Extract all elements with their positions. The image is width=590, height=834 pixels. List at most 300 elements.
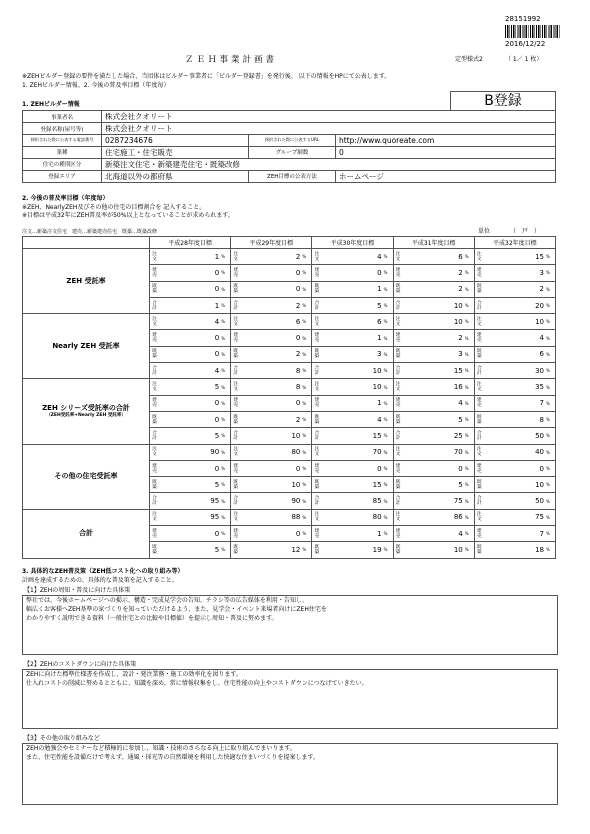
target-value: 2 [240,411,302,427]
target-value: 80 [240,444,302,460]
target-value: 7 [484,395,546,411]
target-value: 8 [240,379,302,395]
row-type-label: 注文 [150,314,160,330]
registration-badge: B登録 [450,91,556,111]
row-type-label: 既築 [150,411,160,427]
label-url: 採択された際に公表するURL [249,135,336,147]
row-type-label: 既築 [231,411,241,427]
initiative-3-line-1: ZEHの勉強会やセミナーなど積極的に参加し、知識・技術のさらなる向上に取り組んでまいります。 [26,745,296,752]
percent-unit: % [546,281,556,297]
percent-unit: % [546,363,556,379]
percent-unit: % [221,526,231,542]
row-type-label: 既築 [312,411,322,427]
row-type-label: 合計 [393,493,403,509]
registration-area: 北海道以外の都府県 [102,170,249,182]
label-business: 業種 [23,146,102,158]
row-type-label: 合計 [150,297,160,313]
percent-unit: % [546,509,556,525]
row-type-label: 合計 [231,363,241,379]
group-count: 0 [336,146,556,158]
barcode [505,25,560,38]
row-type-label: 建売 [474,460,484,476]
category-label [23,509,150,558]
target-value: 0 [321,460,383,476]
target-value: 35 [484,379,546,395]
initiative-2-heading: 【2】ZEHのコストダウンに向けた具体策 [24,661,137,668]
initiative-2-line-1: ZEHに向けた標準仕様書を作成し、設計・発注業務・施工の効率化を図ります。 [26,671,242,678]
target-value: 7 [484,526,546,542]
percent-unit: % [384,297,394,313]
row-type-label: 建売 [150,395,160,411]
target-value: 8 [240,363,302,379]
percent-unit: % [221,314,231,330]
category-name: ZEH 受託率 [66,276,106,285]
row-type-label: 合計 [474,428,484,444]
category-label [23,314,150,379]
row-type-label: 建売 [474,265,484,281]
percent-unit: % [302,460,312,476]
target-value: 16 [403,379,465,395]
page-title: ＺＥＨ事業計画書 [185,55,278,65]
target-value: 70 [403,444,465,460]
publish-method: ホームページ [336,170,556,182]
row-type-label: 建売 [312,526,322,542]
page-count: （ 1／ 1 枚） [505,56,543,63]
percent-unit: % [384,444,394,460]
row-type-label: 建売 [150,265,160,281]
percent-unit: % [546,314,556,330]
target-value: 4 [159,314,221,330]
row-type-label: 既築 [312,542,322,558]
row-type-label: 既築 [231,477,241,493]
header-corner [23,237,150,249]
percent-unit: % [302,363,312,379]
row-type-label: 合計 [312,363,322,379]
row-type-label: 合計 [393,297,403,313]
year-header: 平成29年度目標 [231,237,312,249]
target-value: 5 [159,477,221,493]
percent-unit: % [302,281,312,297]
percent-unit: % [384,314,394,330]
year-header: 平成28年度目標 [150,237,231,249]
unit-value: （ 戸 ） [510,228,541,235]
target-value: 0 [159,265,221,281]
percent-unit: % [384,363,394,379]
target-value: 2 [403,281,465,297]
unit-label: 単位 [478,228,491,235]
target-value: 15 [403,363,465,379]
percent-unit: % [384,428,394,444]
row-type-label: 建売 [474,395,484,411]
target-value: 0 [240,395,302,411]
intro-text: ※ZEHビルダー登録の要件を満たした場合、当団体はビルダー事業者に「ビルダー登録書」を発行後、 以下の情報をHPにて公表します。 [22,73,391,80]
house-type: 新築注文住宅・新築建売住宅・既築改修 [102,158,556,170]
percent-unit: % [221,460,231,476]
row-type-label: 合計 [312,297,322,313]
row-type-label: 建売 [393,265,403,281]
target-value: 0 [159,460,221,476]
row-type-label: 既築 [393,346,403,362]
target-value: 2 [240,297,302,313]
table-row [23,314,556,330]
percent-unit: % [546,460,556,476]
row-type-label: 注文 [393,249,403,265]
target-value: 0 [159,281,221,297]
row-type-label: 既築 [231,346,241,362]
percent-unit: % [546,542,556,558]
target-value: 95 [159,493,221,509]
target-value: 12 [240,542,302,558]
percent-unit: % [384,509,394,525]
row-type-label: 合計 [312,428,322,444]
row-type-label: 既築 [231,542,241,558]
row-type-label: 建売 [393,460,403,476]
row-type-label: 建売 [231,265,241,281]
targets-note-2: ※目標は平成32年にZEH普及率が50%以上となっていることが求められます。 [22,212,234,219]
percent-unit: % [465,330,475,346]
row-type-label: 建売 [393,330,403,346]
row-type-label: 建売 [231,460,241,476]
row-type-label: 既築 [393,281,403,297]
percent-unit: % [465,542,475,558]
target-value: 10 [321,363,383,379]
percent-unit: % [546,477,556,493]
row-type-label: 既築 [393,477,403,493]
percent-unit: % [384,281,394,297]
row-type-label: 既築 [474,542,484,558]
target-value: 4 [321,249,383,265]
row-type-label: 注文 [312,314,322,330]
target-value: 18 [484,542,546,558]
phone-number: 0287234676 [102,135,249,147]
percent-unit: % [465,411,475,427]
row-type-label: 注文 [393,379,403,395]
initiative-3-line-2: また、住宅性能を設備だけで考えず、通風・採光等の自然環境を利用した快適な住まいづくりを提案します。 [26,754,320,761]
target-value: 80 [321,509,383,525]
targets-legend: 注文…新築注文住宅 建売…新築建売住宅 既築…既築改修 [22,229,158,235]
percent-unit: % [465,428,475,444]
percent-unit: % [546,444,556,460]
target-value: 10 [403,314,465,330]
target-value: 50 [484,493,546,509]
target-value: 5 [403,477,465,493]
target-value: 75 [484,509,546,525]
row-type-label: 合計 [393,363,403,379]
row-type-label: 既築 [474,346,484,362]
target-value: 10 [403,297,465,313]
row-type-label: 既築 [150,346,160,362]
percent-unit: % [384,346,394,362]
percent-unit: % [221,363,231,379]
row-type-label: 注文 [474,444,484,460]
target-value: 6 [240,314,302,330]
row-type-label: 合計 [474,297,484,313]
section1-title: 1. ZEHビルダー情報 [22,101,80,108]
row-type-label: 合計 [231,428,241,444]
row-type-label: 建売 [150,330,160,346]
targets-table [22,236,556,559]
percent-unit: % [302,509,312,525]
percent-unit: % [465,526,475,542]
row-type-label: 注文 [231,379,241,395]
target-value: 2 [240,249,302,265]
target-value: 15 [321,428,383,444]
target-value: 10 [403,542,465,558]
table-row [23,444,556,460]
target-value: 2 [403,265,465,281]
row-type-label: 既築 [150,281,160,297]
percent-unit: % [302,265,312,281]
percent-unit: % [384,477,394,493]
target-value: 5 [159,542,221,558]
label-area: 登録エリア [23,170,102,182]
row-type-label: 建売 [474,330,484,346]
row-type-label: 既築 [312,281,322,297]
table-row [23,509,556,525]
target-value: 4 [403,395,465,411]
category-name: Nearly ZEH 受託率 [52,341,120,350]
target-value: 8 [484,411,546,427]
target-value: 2 [484,281,546,297]
target-value: 15 [484,249,546,265]
row-type-label: 既築 [474,281,484,297]
target-value: 3 [321,346,383,362]
percent-unit: % [221,509,231,525]
percent-unit: % [302,477,312,493]
row-type-label: 合計 [312,493,322,509]
target-value: 1 [159,249,221,265]
target-value: 15 [321,477,383,493]
row-type-label: 注文 [312,444,322,460]
percent-unit: % [465,509,475,525]
target-value: 3 [403,346,465,362]
initiative-1-line-2: 幅広くお客様へZEH基準の家づくりを知っていただけるよう、また、見学会・イベント来場者向けにZEH住宅を [26,606,327,613]
row-type-label: 既築 [474,411,484,427]
row-type-label: 合計 [231,297,241,313]
percent-unit: % [546,249,556,265]
percent-unit: % [221,493,231,509]
row-type-label: 注文 [231,444,241,460]
company-name: 株式会社クオリート [102,111,556,123]
target-value: 50 [484,428,546,444]
initiative-3-box [22,743,558,805]
target-value: 19 [321,542,383,558]
row-type-label: 注文 [231,314,241,330]
category-sub: （ZEH受託率+Nearly ZEH 受託率） [46,412,126,418]
builder-info-table [22,110,556,183]
percent-unit: % [546,428,556,444]
percent-unit: % [546,265,556,281]
target-value: 0 [159,411,221,427]
company-url: http://www.quoreate.com [336,135,556,147]
row-type-label: 注文 [150,249,160,265]
row-type-label: 注文 [474,249,484,265]
target-value: 5 [159,428,221,444]
target-value: 1 [159,297,221,313]
target-value: 0 [159,395,221,411]
row-type-label: 建売 [312,330,322,346]
targets-note-1: ※ZEH、NearlyZEH及びその他の住宅の目標割合を 記入すること。 [22,204,206,211]
percent-unit: % [221,346,231,362]
target-value: 0 [159,526,221,542]
percent-unit: % [221,281,231,297]
percent-unit: % [302,395,312,411]
target-value: 85 [321,493,383,509]
row-type-label: 注文 [393,509,403,525]
target-value: 0 [159,346,221,362]
initiative-1-box [22,595,558,655]
percent-unit: % [221,428,231,444]
target-value: 4 [159,363,221,379]
percent-unit: % [465,249,475,265]
label-company: 事業者名 [23,111,102,123]
row-type-label: 既築 [474,477,484,493]
percent-unit: % [302,297,312,313]
percent-unit: % [465,314,475,330]
initiative-2-line-2: 仕入れコストの削減に努めるとともに、知識を深め、常に情報収集をし、住宅性能の向上やコストダウンにつなげていきたい。 [26,680,368,687]
percent-unit: % [221,411,231,427]
row-type-label: 既築 [231,281,241,297]
target-value: 86 [403,509,465,525]
row-type-label: 注文 [393,314,403,330]
percent-unit: % [384,460,394,476]
initiative-1-line-1: 弊社では、今後ホームページへの掲示、構造・完成見学会の告知、チラシ等の広告媒体を利用・告知し、 [26,597,308,604]
row-type-label: 注文 [474,509,484,525]
percent-unit: % [465,444,475,460]
percent-unit: % [302,493,312,509]
label-group: グループ網数 [249,146,336,158]
target-value: 0 [159,330,221,346]
percent-unit: % [302,428,312,444]
business-type: 住宅施工・住宅販売 [102,146,249,158]
percent-unit: % [465,395,475,411]
percent-unit: % [384,526,394,542]
percent-unit: % [465,281,475,297]
percent-unit: % [384,542,394,558]
initiative-1-line-3: わかりやすく説明できる資料（一般住宅との比較や目標値）を提示し周知・普及に努めます。 [26,615,278,622]
row-type-label: 既築 [312,477,322,493]
row-type-label: 既築 [393,542,403,558]
percent-unit: % [465,363,475,379]
row-type-label: 注文 [150,444,160,460]
percent-unit: % [465,460,475,476]
percent-unit: % [302,249,312,265]
category-label [23,379,150,444]
row-type-label: 注文 [312,509,322,525]
row-type-label: 注文 [231,509,241,525]
target-value: 5 [321,297,383,313]
target-value: 95 [159,509,221,525]
row-type-label: 合計 [150,363,160,379]
percent-unit: % [465,297,475,313]
target-value: 30 [484,363,546,379]
category-name: その他の住宅受託率 [54,472,118,481]
target-value: 4 [403,526,465,542]
target-value: 10 [321,379,383,395]
row-type-label: 既築 [393,411,403,427]
percent-unit: % [384,265,394,281]
target-value: 0 [484,460,546,476]
form-label: 定型様式2 [455,56,483,63]
target-value: 90 [159,444,221,460]
target-value: 10 [484,314,546,330]
percent-unit: % [465,379,475,395]
target-value: 0 [403,460,465,476]
target-value: 90 [240,493,302,509]
doc-date: 2016/12/22 [505,40,546,48]
category-name: ZEH シリーズ受託率の合計 [42,403,130,412]
label-publish: ZEH目標の公表方法 [249,170,336,182]
percent-unit: % [384,330,394,346]
percent-unit: % [302,314,312,330]
row-type-label: 建売 [393,395,403,411]
row-type-label: 合計 [393,428,403,444]
row-type-label: 合計 [474,363,484,379]
row-type-label: 建売 [312,395,322,411]
target-value: 5 [403,411,465,427]
initiative-2-box [22,669,558,729]
row-type-label: 合計 [150,493,160,509]
row-type-label: 建売 [393,526,403,542]
target-value: 4 [484,330,546,346]
row-type-label: 建売 [150,460,160,476]
table-row [23,249,556,265]
section2-title: 2. 今後の普及率目標（年度毎） [22,195,109,202]
row-type-label: 注文 [393,444,403,460]
target-value: 2 [403,330,465,346]
percent-unit: % [302,526,312,542]
row-type-label: 建売 [312,265,322,281]
target-value: 1 [321,330,383,346]
row-type-label: 注文 [312,249,322,265]
year-header: 平成32年度目標 [474,237,555,249]
target-value: 4 [321,411,383,427]
initiative-1-heading: 【1】ZEHの周知・普及に向けた具体策 [24,587,131,594]
row-type-label: 注文 [312,379,322,395]
row-type-label: 既築 [150,542,160,558]
row-type-label: 建売 [231,395,241,411]
percent-unit: % [546,330,556,346]
target-value: 5 [159,379,221,395]
percent-unit: % [302,411,312,427]
target-value: 25 [403,428,465,444]
registered-name: 株式会社クオリート [102,123,556,135]
target-value: 10 [484,477,546,493]
percent-unit: % [546,493,556,509]
percent-unit: % [302,542,312,558]
section3-title: 3. 具体的なZEH普及策（ZEH低コスト化への取り組み等） [22,568,184,575]
row-type-label: 注文 [474,379,484,395]
target-value: 0 [321,265,383,281]
section3-note: 計画を達成するための、具体的な普及策を記入すること。 [22,577,178,584]
target-value: 70 [321,444,383,460]
table-row [23,379,556,395]
percent-unit: % [465,477,475,493]
percent-unit: % [302,379,312,395]
target-value: 20 [484,297,546,313]
target-value: 6 [484,346,546,362]
percent-unit: % [221,330,231,346]
percent-unit: % [546,526,556,542]
contents-text: 1. ZEHビルダー情報、2. 今後の普及率目標（年度毎） [22,82,170,89]
percent-unit: % [384,249,394,265]
percent-unit: % [221,542,231,558]
initiative-3-heading: 【3】その他の取り組みなど [24,735,100,742]
target-value: 0 [240,281,302,297]
percent-unit: % [384,379,394,395]
category-label [23,444,150,509]
target-value: 1 [321,281,383,297]
